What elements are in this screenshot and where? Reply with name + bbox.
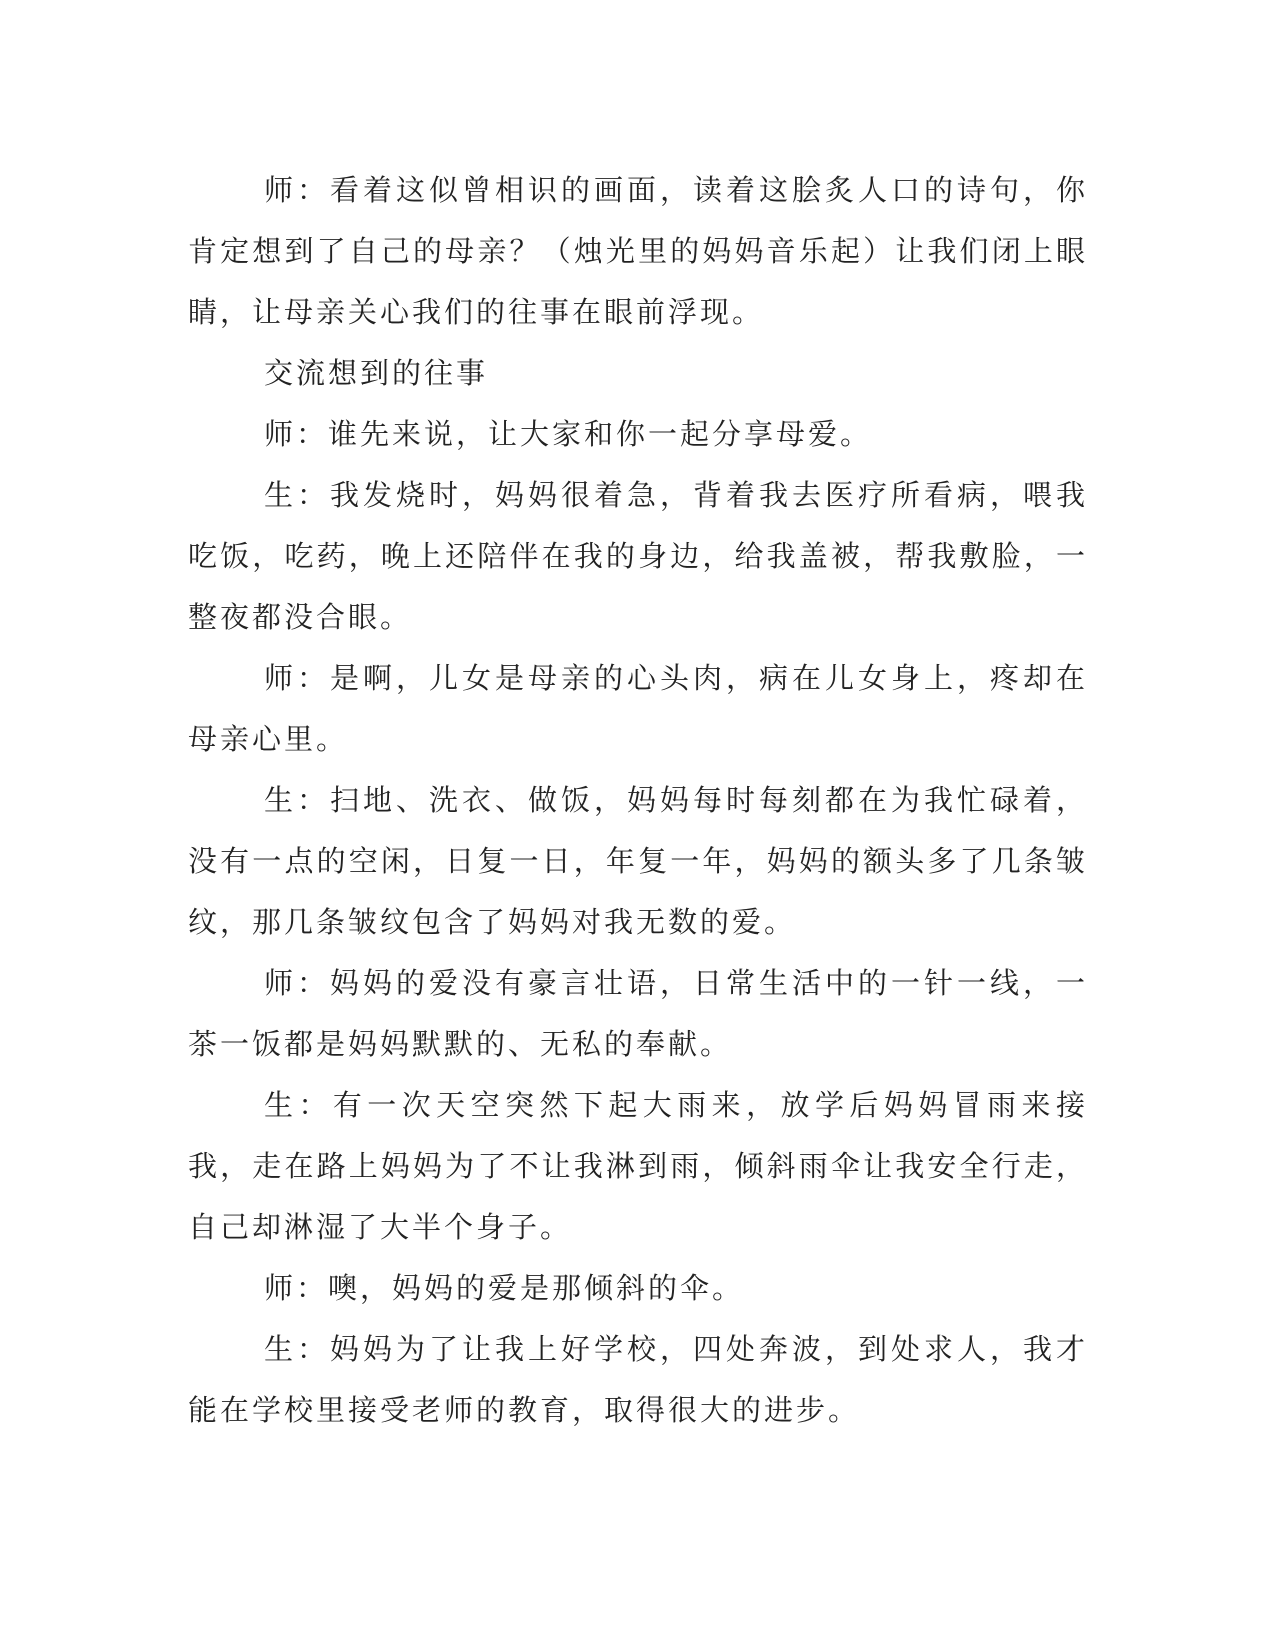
- paragraph: 交流想到的往事: [264, 356, 489, 390]
- paragraph: 师：噢，妈妈的爱是那倾斜的伞。: [264, 1271, 745, 1305]
- paragraph: 生：妈妈为了让我上好学校，四处奔波，到处求人，我才能在学校里接受老师的教育，取得很大的进步。: [188, 1332, 1088, 1427]
- document-body: [188, 160, 1088, 1441]
- paragraph: 生：有一次天空突然下起大雨来，放学后妈妈冒雨来接我，走在路上妈妈为了不让我淋到雨，倾斜雨伞让我安全行走，自己却淋湿了大半个身子。: [188, 1088, 1088, 1244]
- paragraph: 生：扫地、洗衣、做饭，妈妈每时每刻都在为我忙碌着，没有一点的空闲，日复一日，年复一年，妈妈的额头多了几条皱纹，那几条皱纹包含了妈妈对我无数的爱。: [188, 783, 1088, 939]
- paragraph: 师：是啊，儿女是母亲的心头肉，病在儿女身上，疼却在母亲心里。: [188, 661, 1088, 756]
- paragraph: 师：谁先来说，让大家和你一起分享母爱。: [264, 417, 873, 451]
- paragraph: 师：看着这似曾相识的画面，读着这脍炙人口的诗句，你肯定想到了自己的母亲？（烛光里的妈妈音乐起）让我们闭上眼睛，让母亲关心我们的往事在眼前浮现。: [188, 173, 1088, 329]
- paragraph: 师：妈妈的爱没有豪言壮语，日常生活中的一针一线，一茶一饭都是妈妈默默的、无私的奉献。: [188, 966, 1088, 1061]
- paragraph: 生：我发烧时，妈妈很着急，背着我去医疗所看病，喂我吃饭，吃药，晚上还陪伴在我的身边，给我盖被，帮我敷脸，一整夜都没合眼。: [188, 478, 1088, 634]
